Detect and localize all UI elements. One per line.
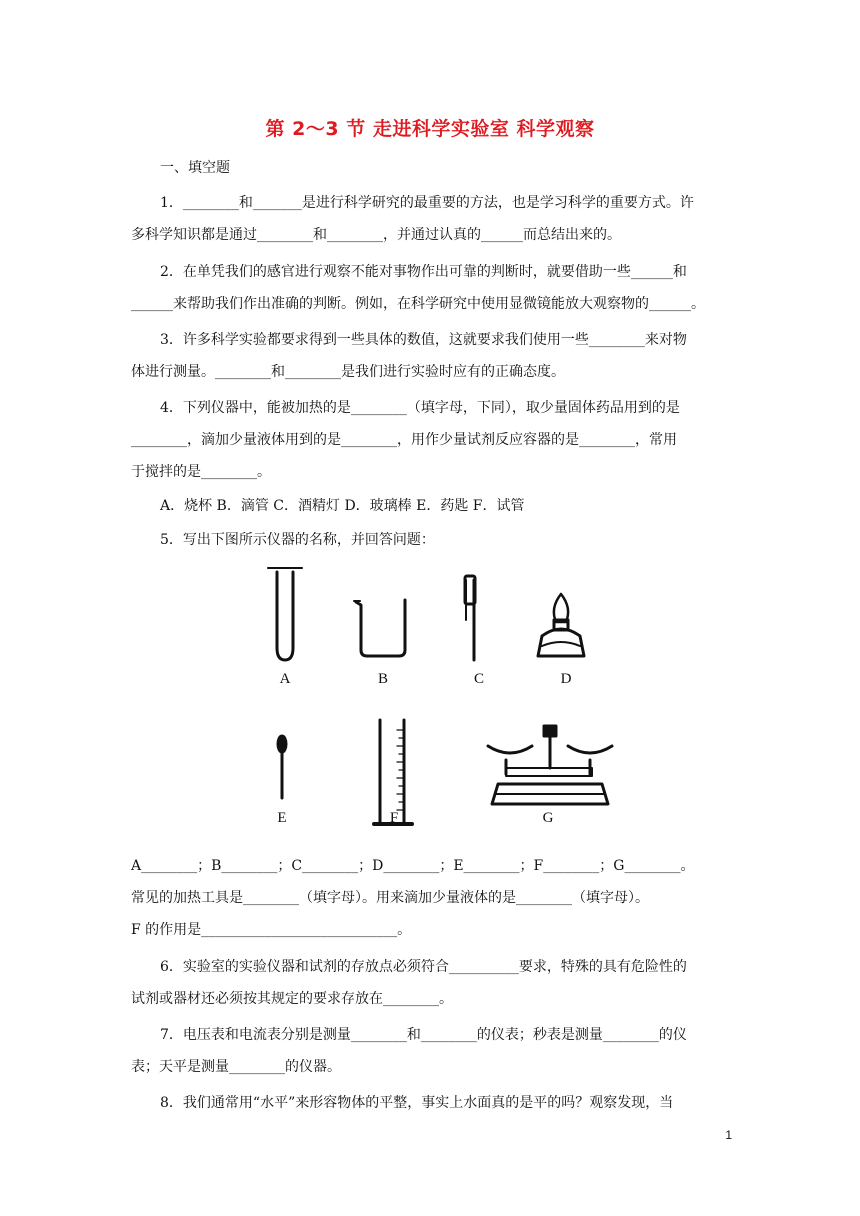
spatula-icon [465,576,475,660]
graduated-cylinder-icon [374,720,412,824]
question-8-line-1: 8．我们通常用“水平”来形容物体的平整，事实上水面真的是平的吗？观察发现，当 [160,1095,674,1111]
question-1-line-2: 多科学知识都是通过________和________，并通过认真的______而总结出来的。 [131,227,621,243]
question-4-line-1: 4．下列仪器中，能被加热的是________（填字母，下同），取少量固体药品用到的是 [160,400,680,416]
question-7-line-2: 表；天平是测量________的仪器。 [131,1059,341,1075]
beaker-icon [354,600,405,656]
balance-scale-icon [488,726,612,804]
page-number: 1 [725,1128,732,1142]
question-5-prompt: 5．写出下图所示仪器的名称，并回答问题： [160,532,435,548]
section-heading: 一、填空题 [160,160,230,176]
figure-label-c: C [473,671,485,687]
question-5-line-2: 常见的加热工具是________（填字母）。用来滴加少量液体的是________（填字母）。 [131,890,649,906]
question-2-line-2: ______来帮助我们作出准确的判断。例如，在科学研究中使用显微镜能放大观察物的______。 [131,296,705,312]
instruments-figure [260,560,620,840]
question-2-line-1: 2．在单凭我们的感官进行观察不能对事物作出可靠的判断时，就要借助一些______和 [160,264,687,280]
question-4-options: A．烧杯 B．滴管 C．酒精灯 D．玻璃棒 E．药匙 F．试管 [160,498,525,514]
figure-label-f: F [389,810,399,826]
dropper-icon [278,736,286,798]
question-6-line-1: 6．实验室的实验仪器和试剂的存放点必须符合__________要求，特殊的具有危险性的 [160,959,687,975]
question-4-line-2: ________，滴加少量液体用到的是________，用作少量试剂反应容器的是________，常用 [131,432,677,448]
figure-label-b: B [377,671,389,687]
figure-label-d: D [560,671,572,687]
question-4-line-3: 于搅拌的是________。 [131,464,271,480]
figure-label-a: A [279,671,291,687]
page-title: 第 2～3 节 走进科学实验室 科学观察 [265,118,595,140]
figure-label-g: G [542,810,554,826]
question-7-line-1: 7．电压表和电流表分别是测量________和________的仪表；秒表是测量________的仪 [160,1027,687,1043]
figure-label-e: E [277,810,287,826]
question-5-line-3: F 的作用是____________________________。 [131,922,412,938]
alcohol-lamp-icon [538,594,584,656]
question-1-line-1: 1．________和_______是进行科学研究的最重要的方法，也是学习科学的重要方式。许 [160,195,694,211]
question-5-answers: A________；B________；C________；D________；E________；F________；G________。 [131,858,695,874]
question-6-line-2: 试剂或器材还必须按其规定的要求存放在________。 [131,991,453,1007]
question-3-line-1: 3．许多科学实验都要求得到一些具体的数值，这就要求我们使用一些________来对物 [160,332,687,348]
question-3-line-2: 体进行测量。________和________是我们进行实验时应有的正确态度。 [131,364,565,380]
test-tube-icon [268,568,302,660]
